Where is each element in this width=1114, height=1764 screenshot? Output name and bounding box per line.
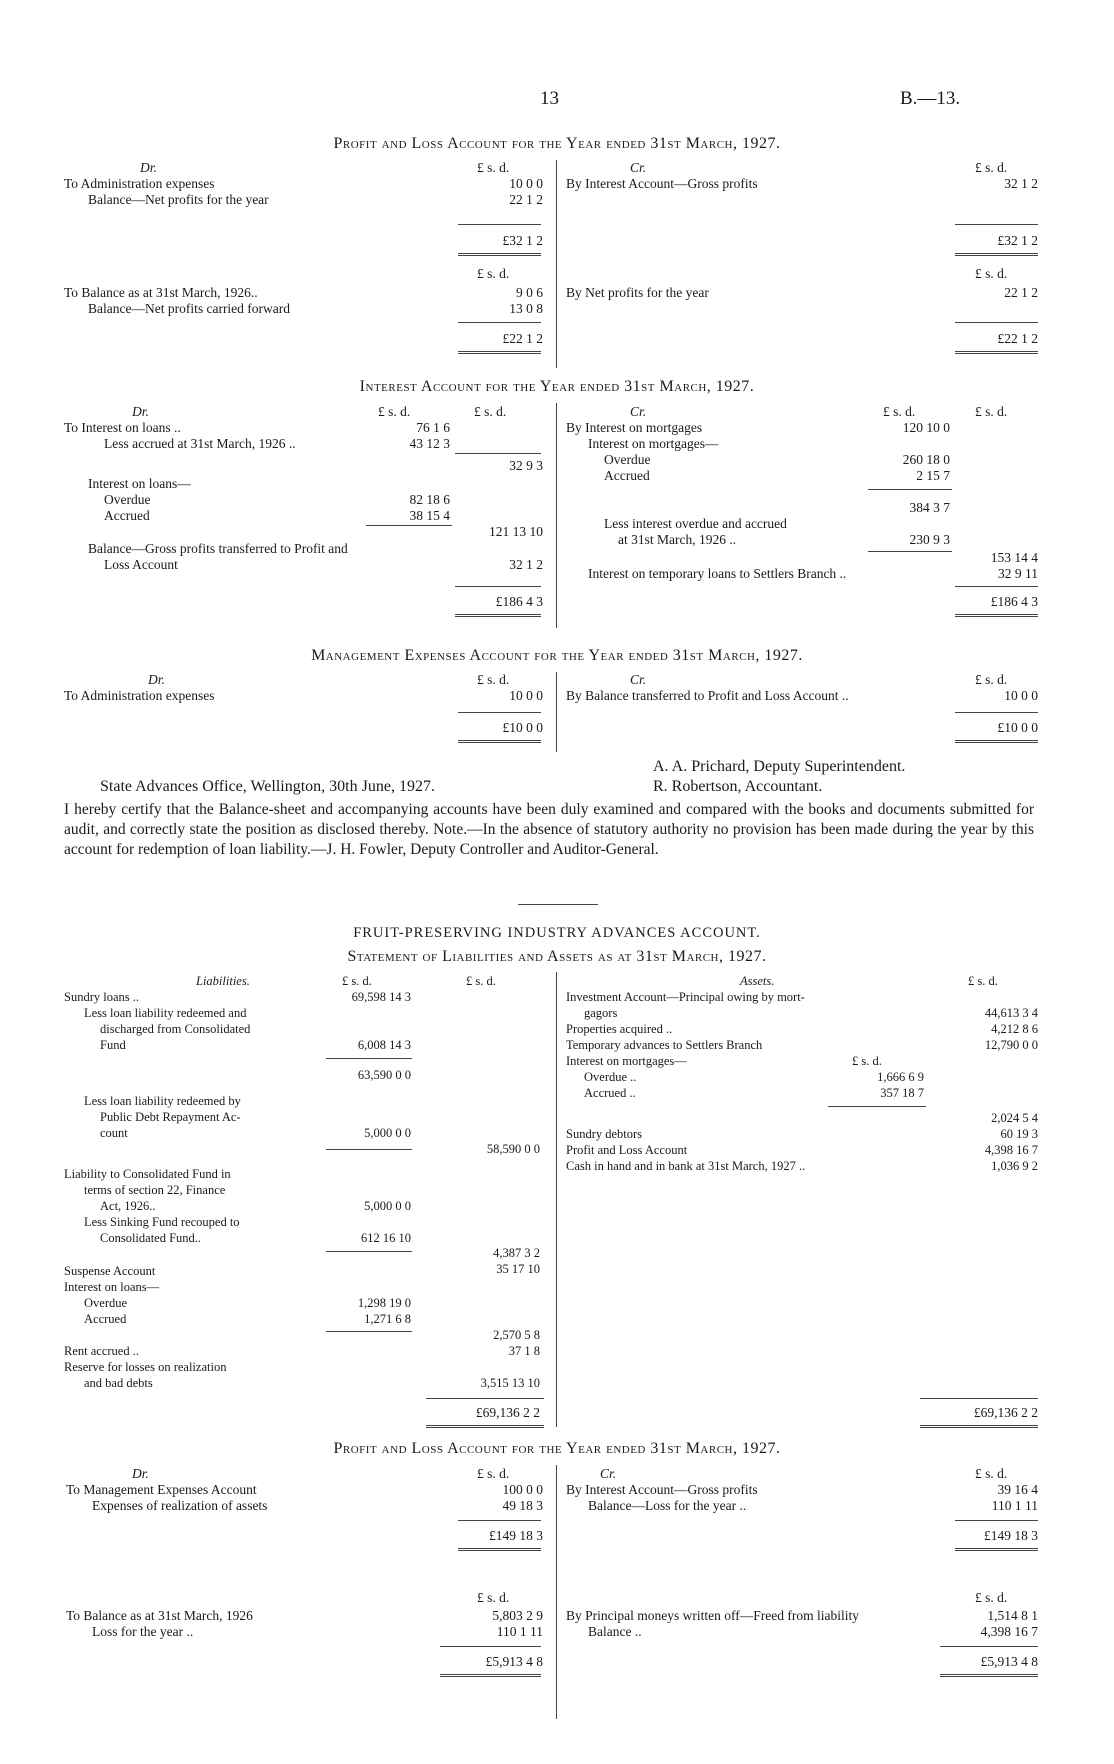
ledger-text: £10 0 0 [997, 720, 1038, 735]
mgmt-divider [556, 672, 557, 752]
rule-line [920, 1425, 1038, 1428]
mgmt-title: Management Expenses Account for the Year ended 31st March, 1927. [311, 647, 803, 664]
ledger-text: Suspense Account [64, 1264, 156, 1278]
ledger-text: 2,024 5 4 [991, 1111, 1038, 1125]
document-code: B.—13. [900, 88, 961, 109]
ledger-text: £149 18 3 [984, 1528, 1038, 1543]
ledger-text: 60 19 3 [1000, 1127, 1038, 1141]
ledger-text: By Principal moneys written off—Freed from liability [566, 1608, 859, 1623]
ledger-text: Investment Account—Principal owing by mort- [566, 990, 805, 1004]
ledger-text: 260 18 0 [902, 452, 950, 467]
ledger-text: Overdue [84, 1296, 128, 1310]
ledger-text: 1,271 6 8 [364, 1312, 411, 1326]
ledger-text: Overdue .. [584, 1070, 637, 1084]
rule-line [326, 1331, 412, 1332]
ledger-text: Less loan liability redeemed by [84, 1094, 241, 1108]
ledger-text: Balance—Gross profits transferred to Profit and [88, 541, 348, 556]
ledger-text: Consolidated Fund.. [100, 1231, 202, 1245]
interest-total-left: £186 4 3 [495, 594, 543, 609]
ledger-text: 4,398 16 7 [980, 1624, 1038, 1639]
ledger-text: £ s. d. [477, 1466, 510, 1481]
rule-line [955, 322, 1038, 323]
interest-total-right: £186 4 3 [990, 594, 1038, 609]
ledger-text: 37 1 8 [508, 1344, 540, 1358]
fruit-title: FRUIT-PRESERVING INDUSTRY ADVANCES ACCOUNT. [353, 925, 761, 941]
ledger-text: Less interest overdue and accrued [604, 516, 787, 531]
fruit-divider [556, 972, 557, 1427]
ledger-text: at 31st March, 1926 .. [618, 532, 737, 547]
ledger-text: 1,298 19 0 [357, 1296, 411, 1310]
rule-line [955, 586, 1038, 587]
ledger-text: 39 16 4 [997, 1482, 1038, 1497]
ledger-text: £5,913 4 8 [485, 1654, 543, 1669]
ledger-text: 5,000 0 0 [364, 1126, 411, 1140]
ledger-text: 100 0 0 [502, 1482, 543, 1497]
rule-line [455, 614, 541, 617]
ledger-text: 38 15 4 [409, 508, 450, 523]
interest-divider [556, 403, 557, 628]
ledger-text: 10 0 0 [1004, 688, 1038, 703]
ledger-text: 4,212 8 6 [991, 1022, 1038, 1036]
office-date: State Advances Office, Wellington, 30th June, 1927. [100, 778, 435, 795]
rule-line [458, 224, 541, 225]
ledger-text: 612 16 10 [361, 1231, 411, 1245]
rule-line [426, 1425, 544, 1428]
ledger-text: Overdue [104, 492, 151, 507]
pl1-divider [556, 160, 557, 368]
pl1-cr-label: By Interest Account—Gross profits [566, 176, 758, 191]
ledger-text: To Administration expenses [64, 688, 215, 703]
page-number: 13 [540, 88, 559, 109]
ledger-text: 110 1 11 [991, 1498, 1038, 1513]
ledger-text: 4,398 16 7 [984, 1143, 1038, 1157]
ledger-text: Accrued [84, 1312, 127, 1326]
ledger-text: 10 0 0 [509, 688, 543, 703]
rule-line [458, 1520, 541, 1521]
pl1-total2-left: £22 1 2 [502, 331, 543, 346]
rule-line [955, 740, 1038, 743]
rule-line [940, 1646, 1038, 1647]
ledger-text: By Interest on mortgages [566, 420, 703, 435]
pl1-row-amount: 9 0 6 [516, 285, 543, 300]
pl1-lsd: £ s. d. [477, 266, 510, 281]
rule-line [458, 253, 541, 256]
audit-certificate: I hereby certify that the Balance-sheet and accompanying accounts have been duly examined and compared with the books and documents submitted for audit, and correctly state the position as disclosed thereby. Note.—In the absence of statutory authority no provision has been made during the year by this account for redemption of loan liability.—J. H. Fowler, Deputy Controller and Auditor-General. [64, 801, 1034, 858]
pl1-row-label: Balance—Net profits carried forward [88, 301, 291, 316]
ledger-text: terms of section 22, Finance [84, 1183, 226, 1197]
ledger-text: 384 3 7 [909, 500, 950, 515]
pl1-cr-amount: 32 1 2 [1004, 176, 1038, 191]
rule-line [366, 525, 452, 526]
ledger-text: 2 15 7 [916, 468, 950, 483]
ledger-text: Dr. [132, 1466, 149, 1481]
pl1-row-amount: 22 1 2 [509, 192, 543, 207]
ledger-text: 1,666 6 9 [877, 1070, 924, 1084]
pl2-title: Profit and Loss Account for the Year ended 31st March, 1927. [333, 1440, 781, 1457]
ledger-text: 35 17 10 [496, 1262, 540, 1276]
rule-line [955, 351, 1038, 354]
ledger-text: Rent accrued .. [64, 1344, 139, 1358]
ledger-text: 121 13 10 [489, 524, 543, 539]
pl1-row-label: Balance—Net profits for the year [88, 192, 269, 207]
ledger-text: £ s. d. [474, 404, 507, 419]
rule-line [455, 586, 541, 587]
ledger-text: Interest on mortgages— [588, 436, 719, 451]
signatory-accountant: R. Robertson, Accountant. [653, 778, 823, 795]
rule-line [955, 1548, 1038, 1551]
pl1-lsd-right: £ s. d. [975, 160, 1008, 175]
ledger-text: £ s. d. [975, 1590, 1008, 1605]
ledger-text: £ s. d. [378, 404, 411, 419]
rule-line [920, 1398, 1038, 1399]
ledger-text: Sundry loans .. [64, 990, 139, 1004]
ledger-text: Less Sinking Fund recouped to [84, 1215, 240, 1229]
ledger-text: Dr. [148, 672, 165, 687]
ledger-text: 357 18 7 [880, 1086, 924, 1100]
pl1-cr-label: By Net profits for the year [566, 285, 709, 300]
pl2-divider [556, 1465, 557, 1719]
interest-cr: Cr. [630, 404, 647, 419]
ledger-text: £149 18 3 [489, 1528, 543, 1543]
ledger-text: 1,514 8 1 [987, 1608, 1038, 1623]
rule-line [440, 1646, 541, 1647]
ledger-text: Balance .. [588, 1624, 642, 1639]
ledger-text: £10 0 0 [502, 720, 543, 735]
ledger-text: 120 10 0 [902, 420, 950, 435]
ledger-text: 32 1 2 [509, 557, 543, 572]
ledger-text: To Management Expenses Account [66, 1482, 257, 1497]
ledger-text: Overdue [604, 452, 651, 467]
interest-dr: Dr. [132, 404, 149, 419]
ledger-text: 69,598 14 3 [351, 990, 411, 1004]
ledger-text: Public Debt Repayment Ac- [100, 1110, 241, 1124]
rule-line [326, 1149, 412, 1150]
ledger-text: 5,000 0 0 [364, 1199, 411, 1213]
pl1-lsd: £ s. d. [975, 266, 1008, 281]
ledger-text: Accrued .. [584, 1086, 636, 1100]
rule-line [426, 1398, 544, 1399]
ledger-text: £ s. d. [852, 1054, 882, 1068]
ledger-text: Cr. [600, 1466, 617, 1481]
pl1-total2-right: £22 1 2 [997, 331, 1038, 346]
ledger-text: Fund [100, 1038, 126, 1052]
rule-line [458, 712, 541, 713]
pl1-row-label: To Administration expenses [64, 176, 215, 191]
rule-line [458, 351, 541, 354]
rule-line [458, 1548, 541, 1551]
ledger-text: To Balance as at 31st March, 1926 [66, 1608, 253, 1623]
ledger-text: Accrued [104, 508, 150, 523]
ledger-text: 82 18 6 [409, 492, 450, 507]
ledger-text: Interest on temporary loans to Settlers Branch .. [588, 566, 847, 581]
ledger-text: 5,803 2 9 [492, 1608, 543, 1623]
ledger-text: Interest on loans— [88, 476, 191, 491]
ledger-text: 12,790 0 0 [984, 1038, 1038, 1052]
rule-line [458, 322, 541, 323]
ledger-text: Less loan liability redeemed and [84, 1006, 247, 1020]
ledger-text: Reserve for losses on realization [64, 1360, 227, 1374]
rule-line [326, 1058, 412, 1059]
ledger-text: Cash in hand and in bank at 31st March, 1927 .. [566, 1159, 806, 1173]
ledger-text: count [100, 1126, 128, 1140]
ledger-text: discharged from Consolidated [100, 1022, 251, 1036]
ledger-text: £ s. d. [975, 1466, 1008, 1481]
pl1-cr-amount: 22 1 2 [1004, 285, 1038, 300]
ledger-text: Interest on mortgages— [566, 1054, 687, 1068]
rule-line [940, 1674, 1038, 1677]
ledger-text: £ s. d. [477, 672, 510, 687]
rule-line [868, 551, 952, 552]
ledger-text: Properties acquired .. [566, 1022, 673, 1036]
pl1-lsd-left: £ s. d. [477, 160, 510, 175]
ledger-text: 153 14 4 [990, 550, 1038, 565]
fruit-subtitle: Statement of Liabilities and Assets as at 31st March, 1927. [347, 948, 767, 965]
rule-line [326, 1251, 412, 1252]
ledger-text: To Interest on loans .. [64, 420, 181, 435]
ledger-text: £ s. d. [466, 974, 496, 988]
ledger-text: Cr. [630, 672, 647, 687]
fruit-total-left: £69,136 2 2 [475, 1405, 540, 1420]
rule-line [458, 740, 541, 743]
ledger-text: 49 18 3 [502, 1498, 543, 1513]
ledger-text: Liabilities. [196, 974, 250, 988]
pl1-total-right: £32 1 2 [997, 233, 1038, 248]
ledger-text: Liability to Consolidated Fund in [64, 1167, 231, 1181]
rule-line [955, 1520, 1038, 1521]
rule-line [440, 1674, 541, 1677]
pl1-total-left: £32 1 2 [502, 233, 543, 248]
ledger-text: £ s. d. [968, 974, 998, 988]
ledger-text: Accrued [604, 468, 650, 483]
rule-line [868, 489, 952, 490]
ledger-text: Assets. [740, 974, 775, 988]
pl1-dr: Dr. [140, 160, 157, 175]
ledger-text: Sundry debtors [566, 1127, 643, 1141]
ledger-text: £ s. d. [342, 974, 372, 988]
ledger-text: Loss Account [104, 557, 178, 572]
section-separator [518, 904, 598, 905]
ledger-text: 2,570 5 8 [493, 1328, 540, 1342]
pl1-row-amount: 13 0 8 [509, 301, 543, 316]
ledger-text: 44,613 3 4 [984, 1006, 1038, 1020]
rule-line [955, 614, 1038, 617]
ledger-text: 76 1 6 [416, 420, 450, 435]
ledger-text: 230 9 3 [909, 532, 950, 547]
ledger-text: and bad debts [84, 1376, 153, 1390]
ledger-text: Loss for the year .. [92, 1624, 194, 1639]
pl1-cr: Cr. [630, 160, 647, 175]
ledger-text: Expenses of realization of assets [92, 1498, 268, 1513]
ledger-text: Act, 1926.. [100, 1199, 156, 1213]
pl1-row-amount: 10 0 0 [509, 176, 543, 191]
ledger-text: 4,387 3 2 [493, 1246, 540, 1260]
ledger-text: By Interest Account—Gross profits [566, 1482, 758, 1497]
ledger-text: gagors [584, 1006, 618, 1020]
ledger-text: Less accrued at 31st March, 1926 .. [104, 436, 296, 451]
ledger-text: 1,036 9 2 [991, 1159, 1038, 1173]
rule-line [955, 224, 1038, 225]
ledger-text: 58,590 0 0 [486, 1142, 540, 1156]
ledger-text: By Balance transferred to Profit and Loss Account .. [566, 688, 849, 703]
rule-line [955, 253, 1038, 256]
ledger-text: 110 1 11 [496, 1624, 543, 1639]
ledger-text: Interest on loans— [64, 1280, 160, 1294]
ledger-text: 32 9 3 [509, 458, 543, 473]
ledger-text: £ s. d. [477, 1590, 510, 1605]
ledger-text: £5,913 4 8 [980, 1654, 1038, 1669]
ledger-text: Balance—Loss for the year .. [588, 1498, 747, 1513]
ledger-text: 3,515 13 10 [480, 1376, 540, 1390]
rule-line [828, 1106, 926, 1107]
rule-line [455, 453, 541, 454]
rule-line [955, 712, 1038, 713]
ledger-text: 43 12 3 [409, 436, 450, 451]
ledger-text: Temporary advances to Settlers Branch [566, 1038, 763, 1052]
fruit-total-right: £69,136 2 2 [973, 1405, 1038, 1420]
signatory-deputy-superintendent: A. A. Prichard, Deputy Superintendent. [653, 758, 906, 775]
interest-title: Interest Account for the Year ended 31st March, 1927. [359, 378, 755, 395]
pl1-row-label: To Balance as at 31st March, 1926.. [64, 285, 258, 300]
ledger-text: £ s. d. [975, 404, 1008, 419]
ledger-text: 32 9 11 [998, 566, 1038, 581]
ledger-text: £ s. d. [975, 672, 1008, 687]
ledger-text: 63,590 0 0 [357, 1068, 411, 1082]
ledger-text: 6,008 14 3 [357, 1038, 411, 1052]
ledger-text: £ s. d. [883, 404, 916, 419]
ledger-text: Profit and Loss Account [566, 1143, 688, 1157]
pl1-title: Profit and Loss Account for the Year ended 31st March, 1927. [333, 135, 781, 152]
